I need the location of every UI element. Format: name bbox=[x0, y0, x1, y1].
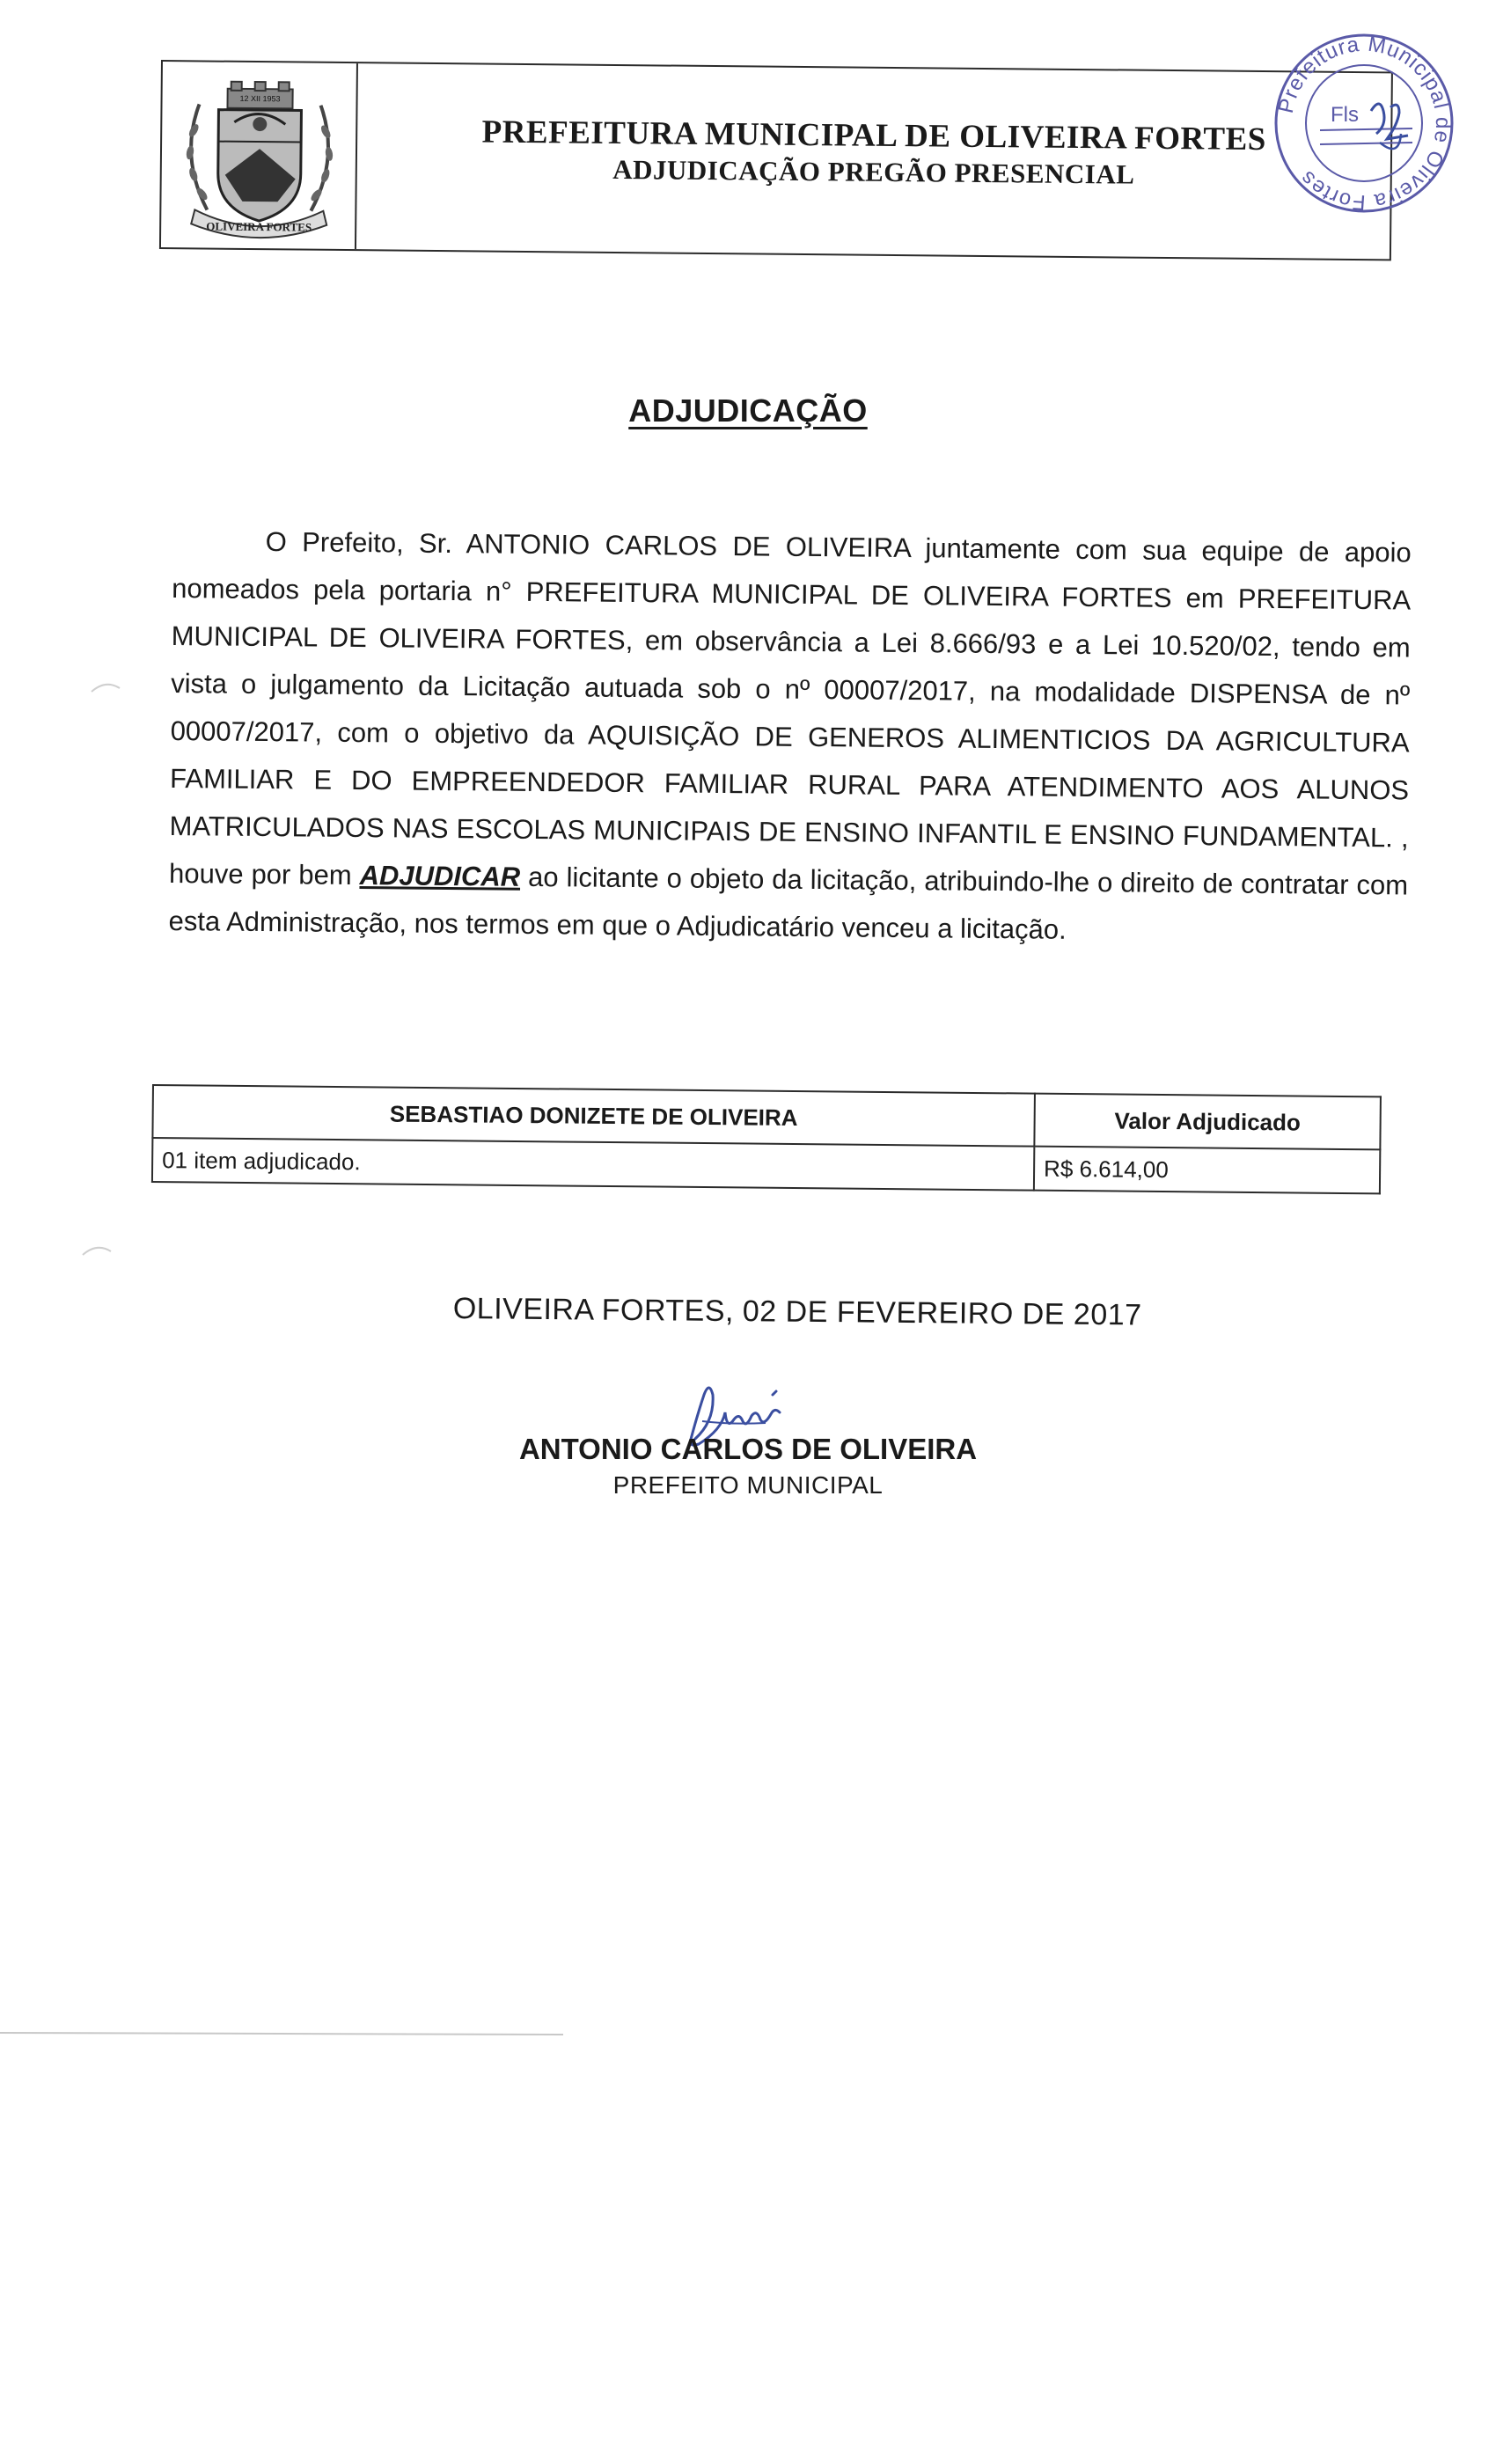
svg-text:12 XII 1953: 12 XII 1953 bbox=[239, 93, 281, 104]
award-table bbox=[151, 1084, 1382, 1194]
place-date-line: OLIVEIRA FORTES, 02 DE FEVEREIRO DE 2017 bbox=[452, 1292, 1142, 1332]
value-cell: R$ 6.614,00 bbox=[1034, 1147, 1380, 1194]
body-text-after: ao licitante o objeto da licitação, atribuindo-lhe o direito de contratar com esta Administração, nos termos em que o Adjudicatário venceu a licitação. bbox=[168, 861, 1409, 945]
document-subtitle: ADJUDICAÇÃO PREGÃO PRESENCIAL bbox=[612, 153, 1135, 190]
scan-mark-icon bbox=[0, 2024, 563, 2042]
signer-name: ANTONIO CARLOS DE OLIVEIRA bbox=[518, 1433, 978, 1465]
body-text-before: O Prefeito, Sr. ANTONIO CARLOS DE OLIVEIRA juntamente com sua equipe de apoio nomeados pela portaria n° PREFEITURA MUNICIPAL DE OLIVEIRA FORTES em PREFEITURA MUNICIPAL DE OLIVEIRA FORTES, em observância a Lei 8.666/93 e a Lei 10.520/02, tendo em vista o julgamento da Licitação autuada sob o nº 00007/2017, na modalidade DISPENSA de nº 00007/2017, com o objetivo da AQUISIÇÃO DE GENEROS ALIMENTICIOS DA AGRICULTURA FAMILIAR E DO EMPREENDEDOR FAMILIAR RURAL PARA ATENDIMENTO AOS ALUNOS MATRICULADOS NAS ESCOLAS MUNICIPAIS DE ENSINO INFANTIL E ENSINO FUNDAMENTAL. , houve por bem bbox=[168, 526, 1412, 891]
svg-text:Prefeitura Municipal de Olivei: Prefeitura Municipal de Oliveira Fortes bbox=[1273, 32, 1456, 215]
punch-hole-mark-icon bbox=[79, 1241, 114, 1258]
items-cell: 01 item adjudicado. bbox=[152, 1138, 1034, 1191]
header-box bbox=[159, 60, 1393, 260]
value-header: Valor Adjudicado bbox=[1034, 1094, 1381, 1150]
crest-cell bbox=[161, 62, 358, 249]
document-heading: ADJUDICAÇÃO bbox=[628, 392, 868, 429]
winner-name-header: SEBASTIAO DONIZETE DE OLIVEIRA bbox=[152, 1085, 1035, 1147]
punch-hole-mark-icon bbox=[88, 678, 123, 695]
svg-text:OLIVEIRA FORTES: OLIVEIRA FORTES bbox=[206, 219, 312, 234]
municipality-title: PREFEITURA MUNICIPAL DE OLIVEIRA FORTES bbox=[481, 114, 1267, 158]
adjudicar-keyword: ADJUDICAR bbox=[359, 860, 521, 892]
municipal-crest-icon bbox=[172, 69, 348, 245]
signer-role: PREFEITO MUNICIPAL bbox=[612, 1471, 884, 1499]
body-paragraph bbox=[168, 517, 1412, 957]
svg-text:Fls: Fls bbox=[1331, 103, 1359, 127]
page-number-stamp-icon bbox=[1267, 26, 1461, 220]
header-titles bbox=[357, 112, 1391, 193]
